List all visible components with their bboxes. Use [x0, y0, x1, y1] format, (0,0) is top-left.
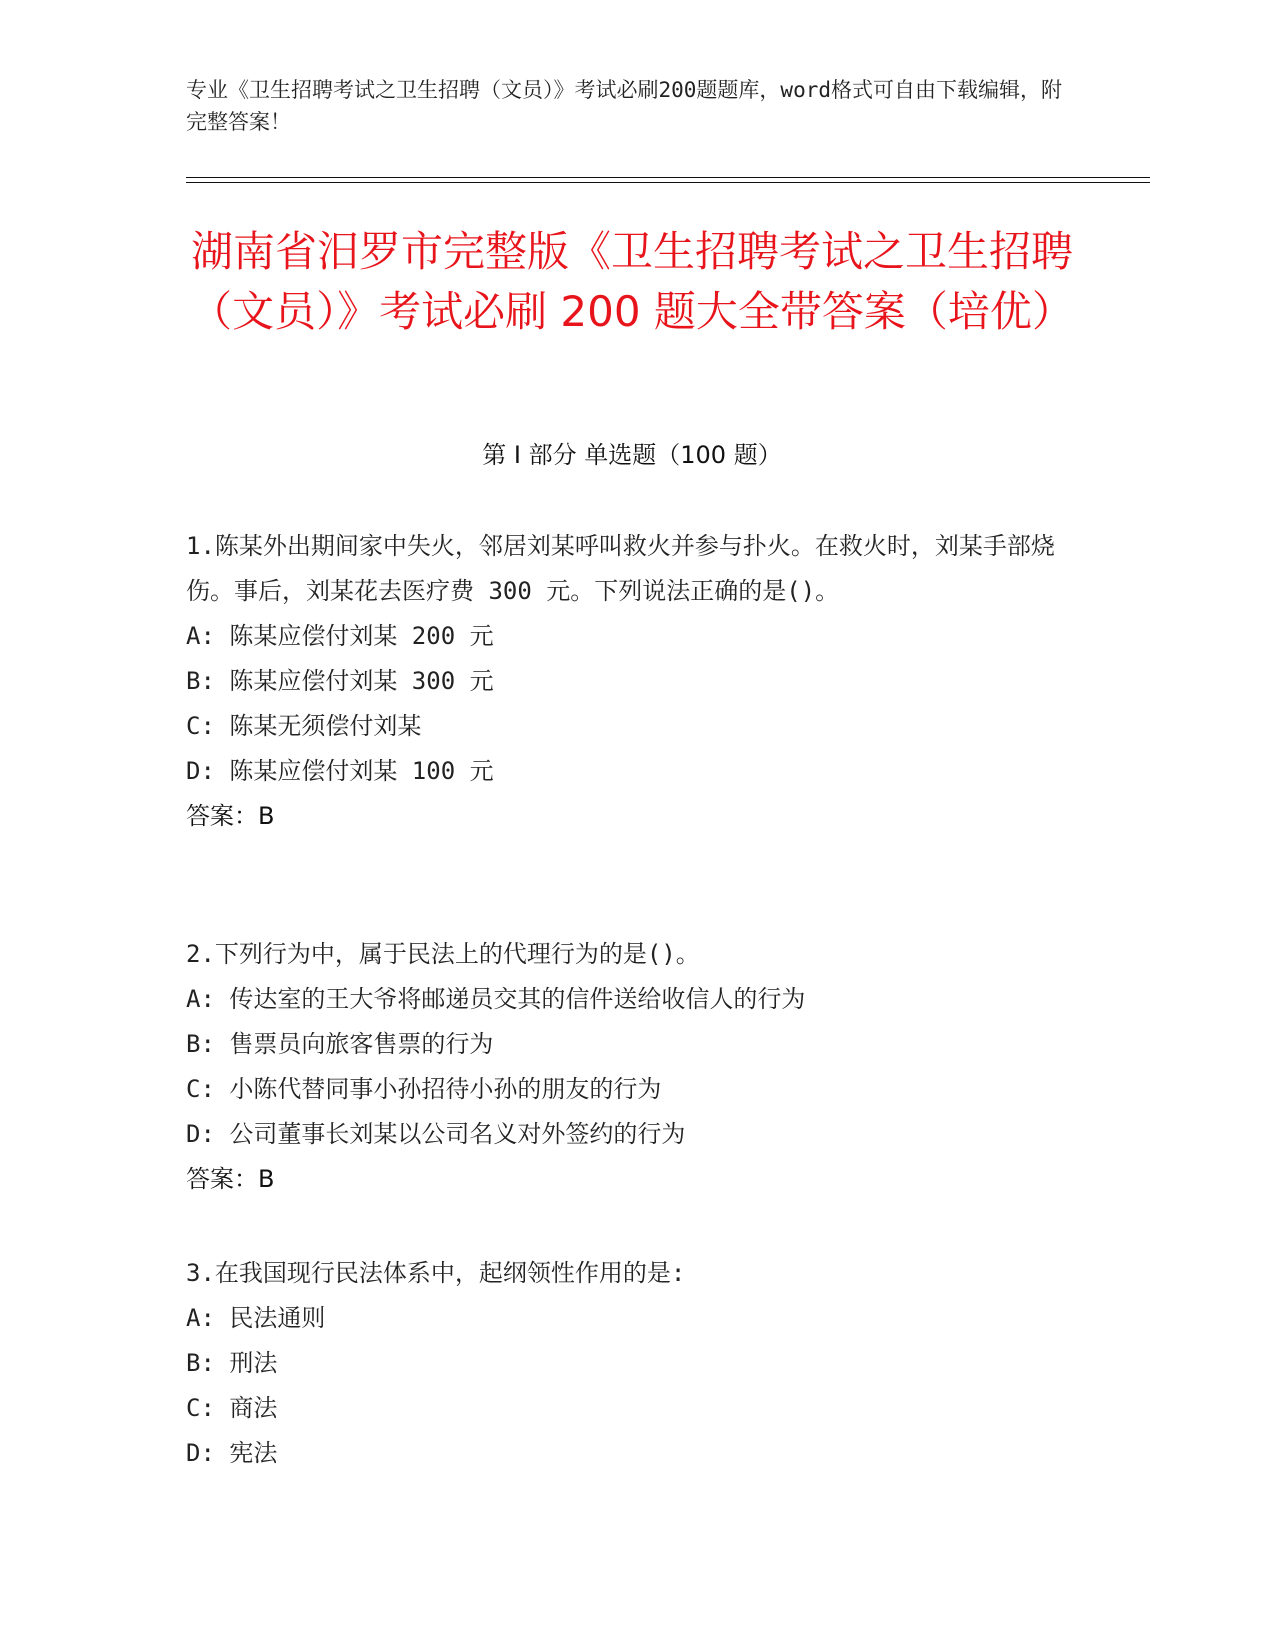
option-d: D: 公司董事长刘某以公司名义对外签约的行为: [186, 1120, 686, 1148]
question-stem: 3.在我国现行民法体系中，起纲领性作用的是:: [186, 1259, 686, 1287]
option-d: D: 宪法: [186, 1439, 278, 1467]
question-block: [186, 524, 1066, 839]
option-c: C: 陈某无须偿付刘某: [186, 712, 422, 740]
option-a: A: 民法通则: [186, 1304, 326, 1332]
option-b: B: 陈某应偿付刘某 300 元: [186, 667, 494, 695]
header-divider-bottom: [186, 182, 1150, 183]
answer-line: 答案：B: [186, 1165, 275, 1193]
header-divider-top: [186, 177, 1150, 178]
option-c: C: 商法: [186, 1394, 278, 1422]
option-a: A: 陈某应偿付刘某 200 元: [186, 622, 494, 650]
question-stem: 1.陈某外出期间家中失火，邻居刘某呼叫救火并参与扑火。在救火时，刘某手部烧伤。事后，刘某花去医疗费 300 元。下列说法正确的是()。: [186, 532, 1055, 605]
option-c: C: 小陈代替同事小孙招待小孙的朋友的行为: [186, 1075, 662, 1103]
header-note: 专业《卫生招聘考试之卫生招聘（文员）》考试必刷200题题库，word格式可自由下载编辑，附完整答案！: [186, 78, 1062, 134]
question-stem: 2.下列行为中，属于民法上的代理行为的是()。: [186, 940, 700, 968]
document-title: 湖南省汨罗市完整版《卫生招聘考试之卫生招聘（文员）》考试必刷 200 题大全带答案（培优）: [190, 227, 1074, 336]
question-block: [186, 1251, 1066, 1476]
option-b: B: 售票员向旅客售票的行为: [186, 1030, 494, 1058]
section-heading: 第 I 部分 单选题（100 题）: [482, 441, 782, 469]
option-b: B: 刑法: [186, 1349, 278, 1377]
option-a: A: 传达室的王大爷将邮递员交其的信件送给收信人的行为: [186, 985, 806, 1013]
answer-line: 答案：B: [186, 802, 275, 830]
option-d: D: 陈某应偿付刘某 100 元: [186, 757, 494, 785]
question-block: [186, 932, 1066, 1202]
